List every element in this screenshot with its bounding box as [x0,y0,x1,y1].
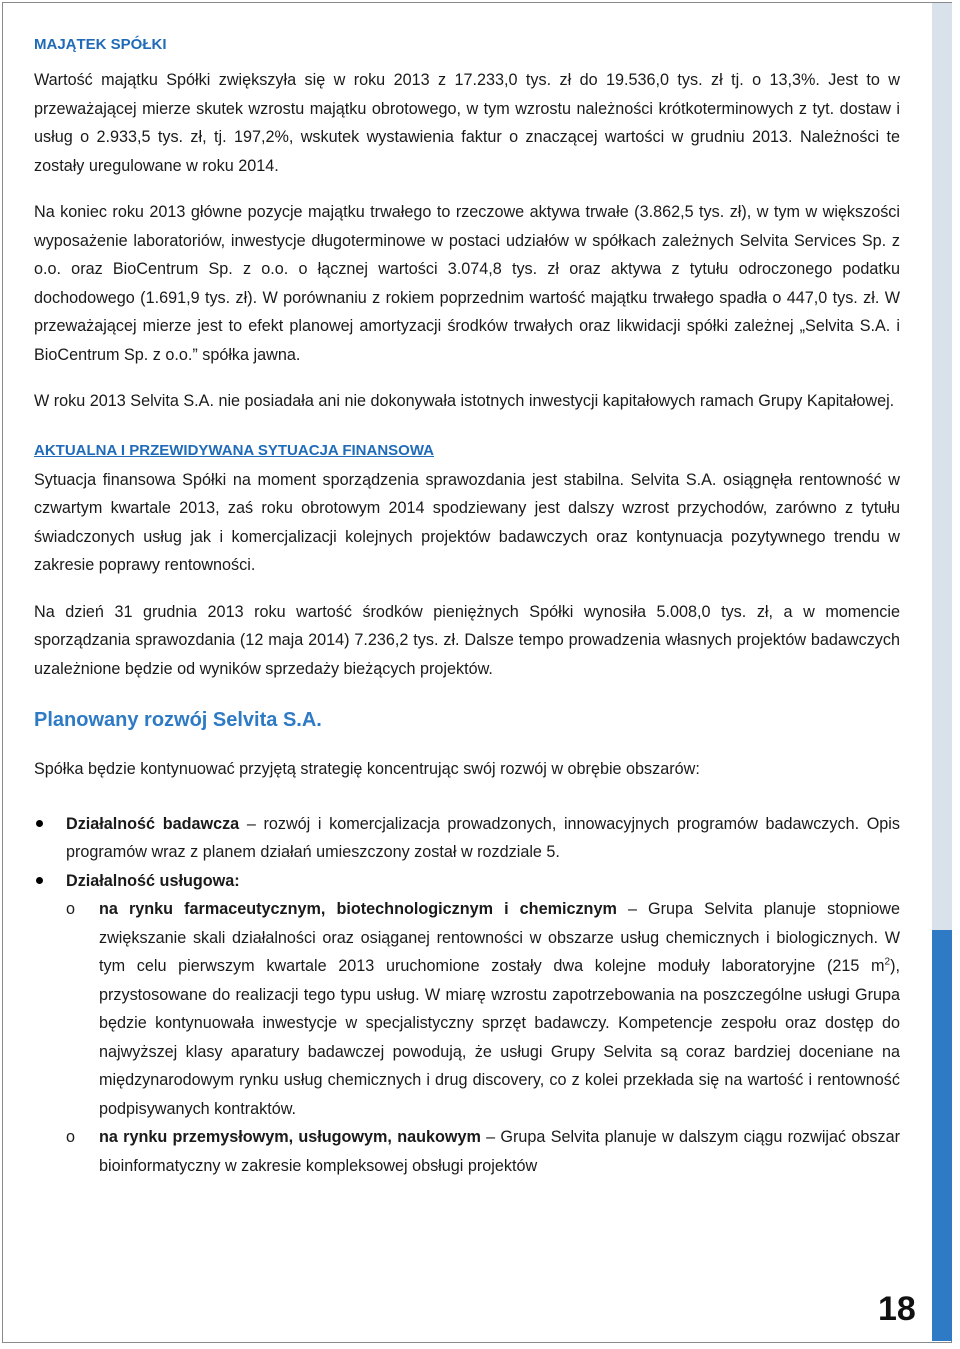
paragraph-majatek-trwaly: Na koniec roku 2013 główne pozycje majątku trwałego to rzeczowe aktywa trwałe (3.862,5 tys. zł), w tym w większości wyposażenie laboratoriów, inwestycje długoterminowe w postaci udziałów w spółkach zależnych Selvita Services Sp. z o.o. oraz BioCentrum Sp. z o.o. o łącznej wartości 3.074,8 tys. zł oraz aktywa z tytułu odroczonego podatku dochodowego (1.691,9 tys. zł). W porównaniu z rokiem poprzednim wartość majątku trwałego spadła o 447,0 tys. zł. W przeważającej mierze jest to efekt planowej amortyzacji środków trwałych oraz likwidacji spółki zależnej „Selvita S.A. i BioCentrum Sp. z o.o.” spółka jawna. [34,203,900,364]
paragraph-sytuacja: Sytuacja finansowa Spółki na moment sporządzenia sprawozdania jest stabilna. Selvita S.A. osiągnęła rentowność w czwartym kwartale 2013, zaś roku obrotowym 2014 spodziewany jest dalszy wzrost przychodów, zarówno z tytułu świadczonych usług jak i komercjalizacji kolejnych projektów badawczych oraz kontynuacja pozytywnego trendu w zakresie poprawy rentowności. [34,470,900,574]
side-bar-accent [932,930,952,1341]
heading-majatek: MAJĄTEK SPÓŁKI [34,36,167,53]
side-bar-decoration [932,3,952,930]
heading-sytuacja: AKTUALNA I PRZEWIDYWANA SYTUACJA FINANSOWA [34,441,434,459]
page-number: 18 [878,1290,916,1328]
paragraph-srodki: Na dzień 31 grudnia 2013 roku wartość środków pieniężnych Spółki wynosiła 5.008,0 tys. zł, a w momencie sporządzania sprawozdania (12 maja 2014) 7.236,2 tys. zł. Dalsze tempo prowadzenia własnych projektów badawczych uzależnione będzie od wyników sprzedaży bieżących projektów. [34,602,900,678]
section-title: Planowany rozwój Selvita S.A. [34,709,322,731]
paragraph-majatek: Wartość majątku Spółki zwiększyła się w roku 2013 z 17.233,0 tys. zł do 19.536,0 tys. zł tj. o 13,3%. Jest to w przeważającej mierze skutek wzrostu majątku obrotowego, w tym wzrostu należności krótkoterminowych z tyt. dostaw i usług o 2.933,5 tys. zł, tj. 197,2%, wskutek wystawienia faktur o znaczącej wartości w grudniu 2013. Należności te zostały uregulowane w roku 2014. [34,71,900,175]
sub-superscript: 2 [884,956,891,968]
bullet-text: – rozwój i komercjalizacja prowadzonych, innowacyjnych programów badawczych. Opis programów wraz z planem działań umieszczony został w rozdziale 5. [66,814,900,861]
sub-bold: na rynku farmaceutycznym, biotechnologicznym i chemicznym [99,900,617,918]
bullet-bold: Działalność usługowa: [66,871,240,890]
bullet-item [34,810,900,867]
sub-text: – Grupa Selvita planuje w dalszym ciągu rozwijać obszar bioinformatyczny w zakresie kompleksowej obsługi projektów [99,1128,900,1175]
paragraph-inwestycje: W roku 2013 Selvita S.A. nie posiadała ani nie dokonywała istotnych inwestycji kapitałowych ramach Grupy Kapitałowej. [34,392,895,410]
bullet-list [34,810,900,1181]
sub-bold: na rynku przemysłowym, usługowym, naukowym [99,1128,481,1146]
bullet-item [34,867,900,1181]
sub-text: ), przystosowane do realizacji tego typu usług. W miarę wzrostu zapotrzebowania na poszczególne usługi Grupa będzie kontynuowała inwestycje w specjalistyczny sprzęt badawczy. Kompetencje zespołu oraz dostęp do najwyższej klasy aparatury badawczej powodują, że usługi Grupy Selvita są coraz bardziej doceniane na międzynarodowym rynku usług chemicznych i drug discovery, co z kolei przekłada się na wartość i rentowność podpisywanych kontraktów. [99,957,900,1118]
bullet-bold: Działalność badawcza [66,814,240,833]
sub-list [34,895,900,1180]
sub-item [34,895,900,1123]
document-body [34,34,900,1180]
sub-item [34,1123,900,1180]
sub-text: – Grupa Selvita planuje stopniowe zwiększanie skali działalności oraz osiąganej rentowności w obszarze usług chemicznych i biologicznych. W tym celu pierwszym kwartale 2013 uruchomione zostały dwa kolejne moduły laboratoryjne (215 m [99,900,900,975]
paragraph-strategia: Spółka będzie kontynuować przyjętą strategię koncentrując swój rozwój w obrębie obszarów: [34,760,700,778]
